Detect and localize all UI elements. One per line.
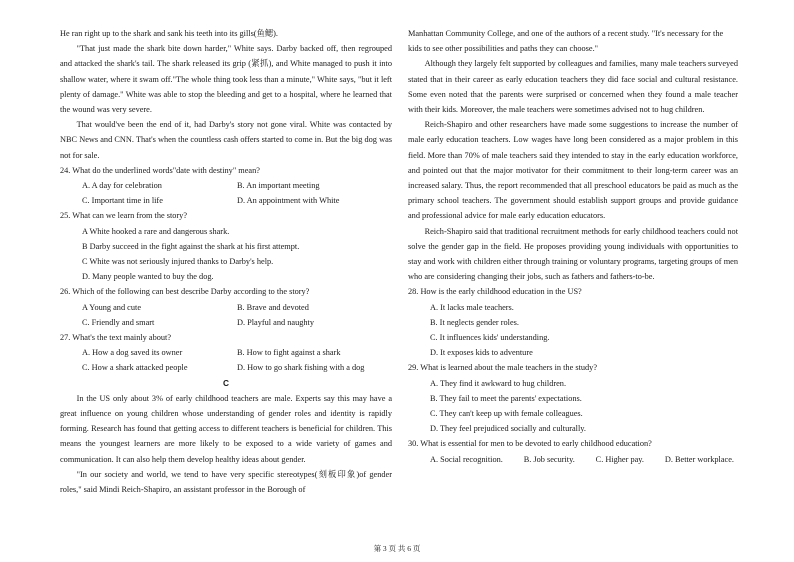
options-row	[60, 360, 392, 375]
option: B Darby succeed in the fight against the shark at his first attempt.	[82, 241, 300, 251]
option: A. It lacks male teachers.	[430, 302, 514, 312]
options-row	[60, 178, 392, 193]
left-column	[60, 26, 392, 497]
paragraph: Reich-Shapiro and other researchers have made some suggestions to increase the number of male early education teachers. Low wages have long been considered as a major problem in this field. More than 70% of male teachers said they intended to stay in the early education workforce, and pointed out that the major motivator for their commitment to their long-term career was an increased salary. Thus, the report recommended that all preschool educators be paid as much as the primary school teachers. The government should establish support groups and provide guidance and professional advice for male early education educators.	[408, 120, 738, 221]
page-footer: 第 3 页 共 6 页	[373, 544, 421, 553]
option: A. Social recognition.	[430, 454, 503, 464]
paragraph: Reich-Shapiro said that traditional recruitment methods for early childhood teachers could not solve the gender gap in the field. He proposes providing young individuals with opportunities to stay and work with children either through training or voluntary programs, targeting groups of men who are considering changing their jobs, such as fathers and fathers-to-be.	[408, 226, 738, 282]
right-column	[408, 26, 738, 467]
paragraph: Manhattan Community College, and one of the authors of a recent study. "It's necessary for the kids to see other possibilities and paths they can choose."	[408, 29, 724, 54]
options-row	[60, 315, 392, 330]
question-24: 24. What do the underlined words"date with destiny" mean?	[60, 165, 260, 175]
option: C. How a shark attacked people	[82, 363, 188, 373]
option: D. They feel prejudiced socially and culturally.	[430, 424, 586, 434]
option: C. Important time in life	[82, 196, 163, 206]
paragraph: Although they largely felt supported by colleagues and families, many male teachers surveyed stated that in their career as early education teachers they did face social and cultural resistance. Some even noted that the parents were surprised or concerned when they found a male teacher with their kids. Moreover, the male teachers were sometimes advised not to hug children.	[408, 59, 738, 115]
question-25: 25. What can we learn from the story?	[60, 211, 188, 221]
paragraph: "In our society and world, we tend to have very specific stereotypes(刻板印象)of gender roles," said Mindi Reich-Shapiro, an assistant professor in the Borough of	[60, 469, 392, 495]
option: C. It influences kids' understanding.	[430, 333, 550, 343]
option: B. They fail to meet the parents' expectations.	[430, 393, 582, 403]
paragraph: In the US only about 3% of early childhood teachers are male. Experts say this may have a great influence on young children whose understanding of gender roles and identity is rapidly forming. Research has found that getting access to different teachers is beneficial for children. This means the youngest learners are more likely to be exposed to a wide variety of games and communication. It can also help them develop healthy ideas about gender.	[60, 393, 392, 464]
question-30: 30. What is essential for men to be devoted to early childhood education?	[408, 439, 652, 449]
option: B. Job security.	[523, 454, 575, 464]
option: D. Playful and naughty	[237, 317, 314, 327]
option: C. Friendly and smart	[82, 317, 155, 327]
option: B. It neglects gender roles.	[430, 317, 519, 327]
option: C. Higher pay.	[595, 454, 644, 464]
option: A White hooked a rare and dangerous shark.	[82, 226, 230, 236]
section-heading: C	[223, 377, 229, 388]
option: C. They can't keep up with female colleagues.	[430, 409, 583, 419]
paragraph: That would've been the end of it, had Darby's story not gone viral. White was contacted by NBC News and CNN. That's when the countless cash offers started to come in. But the big dog was not for sale.	[60, 120, 392, 160]
option: B. How to fight against a shark	[237, 348, 341, 358]
option: B. Brave and devoted	[237, 302, 309, 312]
option: C White was not seriously injured thanks to Darby's help.	[82, 257, 274, 267]
option: D. It exposes kids to adventure	[430, 348, 533, 358]
paragraph: He ran right up to the shark and sank his teeth into its gills(鱼鳃).	[60, 29, 278, 38]
option: D. How to go shark fishing with a dog	[237, 363, 365, 373]
options-row	[60, 300, 392, 315]
options-row	[408, 452, 738, 467]
option: A. How a dog saved its owner	[82, 348, 183, 358]
option: D. An appointment with White	[237, 196, 340, 206]
option: A. They find it awkward to hug children.	[430, 378, 567, 388]
option: B. An important meeting	[237, 181, 320, 191]
option: D. Many people wanted to buy the dog.	[82, 272, 214, 282]
question-28: 28. How is the early childhood education in the US?	[408, 287, 582, 297]
question-29: 29. What is learned about the male teachers in the study?	[408, 363, 597, 373]
question-26: 26. Which of the following can best describe Darby according to the story?	[60, 287, 310, 297]
question-27: 27. What's the text mainly about?	[60, 333, 172, 343]
option: A. A day for celebration	[82, 181, 162, 191]
options-row	[60, 193, 392, 208]
paragraph: "That just made the shark bite down harder," White says. Darby backed off, then regrouped and attacked the shark's tail. The shark released its grip (紧抓), and White managed to push it into shallow water, where it swam off."The whole thing took less than a minute," White says, "but it left plenty of damage." White was able to stop the bleeding and get to a hospital, where he learned that the wound was very severe.	[60, 44, 392, 115]
option: A Young and cute	[82, 302, 142, 312]
option: D. Better workplace.	[664, 454, 734, 464]
options-row	[60, 345, 392, 360]
